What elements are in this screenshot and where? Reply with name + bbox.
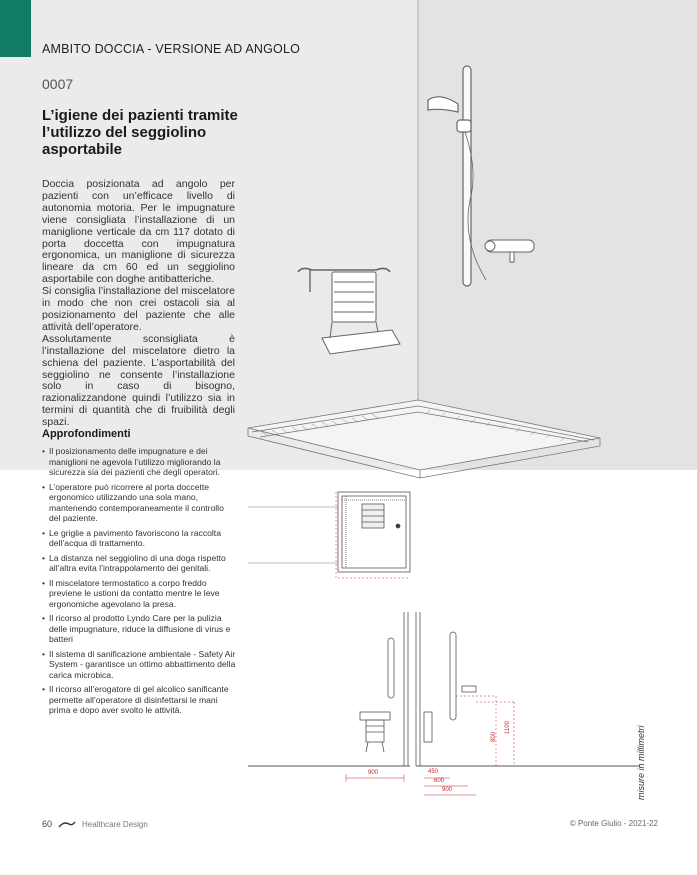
footer-left <box>42 819 148 829</box>
units-note: misure in millimetri <box>636 725 646 800</box>
list-item: • Il miscelatore termostatico a corpo freddo previene le ustioni da contatto mentre le leve ergonomiche agevolano la presa. <box>42 578 237 610</box>
list-item: • Il sistema di sanificazione ambientale - Safety Air System - garantisce un ottimo abbattimento della carica microbica. <box>42 649 237 681</box>
dimension-label: 900 <box>368 770 379 776</box>
elevation-left <box>248 612 410 766</box>
list-item: • L’operatore può ricorrere al porta doccette ergonomico utilizzando una sola mano, mantenendo contemporaneamente il controllo del paziente. <box>42 482 237 524</box>
list-item: • Il ricorso all’erogatore di gel alcolico sanificante permette all’operatore di disinfettarsi le mani prima e dopo aver svolto le attività. <box>42 684 237 716</box>
brand-name: Healthcare Design <box>82 819 148 829</box>
product-code: 0007 <box>42 76 74 92</box>
dimension-label: 800 <box>491 731 497 742</box>
list-item: • Le griglie a pavimento favoriscono la raccolta dell’acqua di trattamento. <box>42 528 237 549</box>
dimension-label: 600 <box>434 778 445 784</box>
body-paragraph: Si consiglia l’installazione del miscelatore in modo che non crei ostacoli sia al posizionamento del paziente che alle attività dell’operatore. <box>42 285 235 333</box>
shower-tray <box>248 400 600 478</box>
dimension-label: 450 <box>428 769 439 775</box>
section-title: AMBITO DOCCIA - VERSIONE AD ANGOLO <box>42 42 301 56</box>
list-item: • Il posizionamento delle impugnature e dei maniglioni ne agevola l’utilizzo migliorando la sicurezza sia dei pazienti che degli operatori. <box>42 446 237 478</box>
body-paragraph: Doccia posizionata ad angolo per pazienti con un’efficace livello di autonomia motoria. Per le impugnature viene consigliata l’installazione di un maniglione verticale da cm 117 dotato di porta doccetta con impugnatura ergonomica, un maniglione di sicurezza lineare da cm 60 ed un seggiolino asportabile con doghe antibatteriche. <box>42 178 235 286</box>
dimension-lines <box>346 774 476 795</box>
mixer-tap <box>485 240 534 262</box>
list-item: • Il ricorso al prodotto Lyndo Care per la pulizia delle impugnature, riduce la diffusione di virus e batteri <box>42 613 237 645</box>
shower-seat <box>298 268 400 354</box>
brand-logo-icon <box>58 820 76 828</box>
list-item: • La distanza nel seggiolino di una doga rispetto all’altra evita l’intrappolamento dei genitali. <box>42 553 237 574</box>
vertical-grab-bar <box>428 66 486 286</box>
elevation-right <box>416 612 640 766</box>
dimension-label: 900 <box>442 787 453 793</box>
dimension-label: 1100 <box>505 721 511 734</box>
page-title: L’igiene dei pazienti tramite l’utilizzo del seggiolino asportabile <box>42 107 238 158</box>
body-paragraph: Assolutamente sconsigliata è l’installazione del miscelatore dietro la schiena del paziente. L’asportabilità del seggiolino ne consente l’installazione solo in caso di bisogno, razionalizzandone quindi l’utilizzo sia in termini di quantità che di fruibilità degli spazi. <box>42 332 235 429</box>
page-number: 60 <box>42 819 53 829</box>
plan-view <box>248 492 410 572</box>
approfondimenti-heading: Approfondimenti <box>42 428 131 440</box>
copyright: © Ponte Giulio - 2021-22 <box>569 819 658 828</box>
